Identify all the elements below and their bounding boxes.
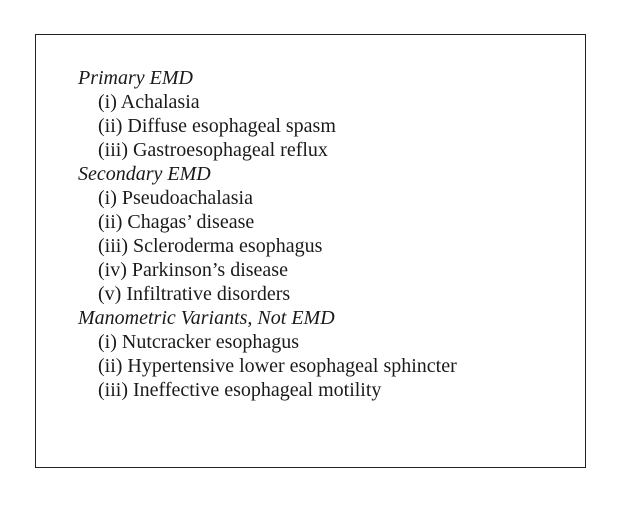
list-item: (i) Pseudoachalasia: [98, 187, 253, 209]
list-item: (ii) Diffuse esophageal spasm: [98, 115, 336, 137]
classification-list: [78, 66, 577, 402]
section-title-secondary-emd: Secondary EMD: [78, 163, 211, 185]
section-title-primary-emd: Primary EMD: [78, 67, 193, 89]
list-item: (ii) Chagas’ disease: [98, 211, 255, 233]
list-item: (iii) Ineffective esophageal motility: [98, 379, 382, 401]
list-item: (iii) Scleroderma esophagus: [98, 235, 323, 257]
list-item: (ii) Hypertensive lower esophageal sphincter: [98, 355, 457, 377]
list-item: (i) Nutcracker esophagus: [98, 331, 300, 353]
classification-box: [35, 34, 586, 468]
list-item: (v) Infiltrative disorders: [98, 283, 291, 305]
list-item: (iii) Gastroesophageal reflux: [98, 139, 328, 161]
list-item: (iv) Parkinson’s disease: [98, 259, 288, 281]
section-title-manometric-variants: Manometric Variants, Not EMD: [78, 307, 335, 329]
list-item: (i) Achalasia: [98, 91, 200, 113]
